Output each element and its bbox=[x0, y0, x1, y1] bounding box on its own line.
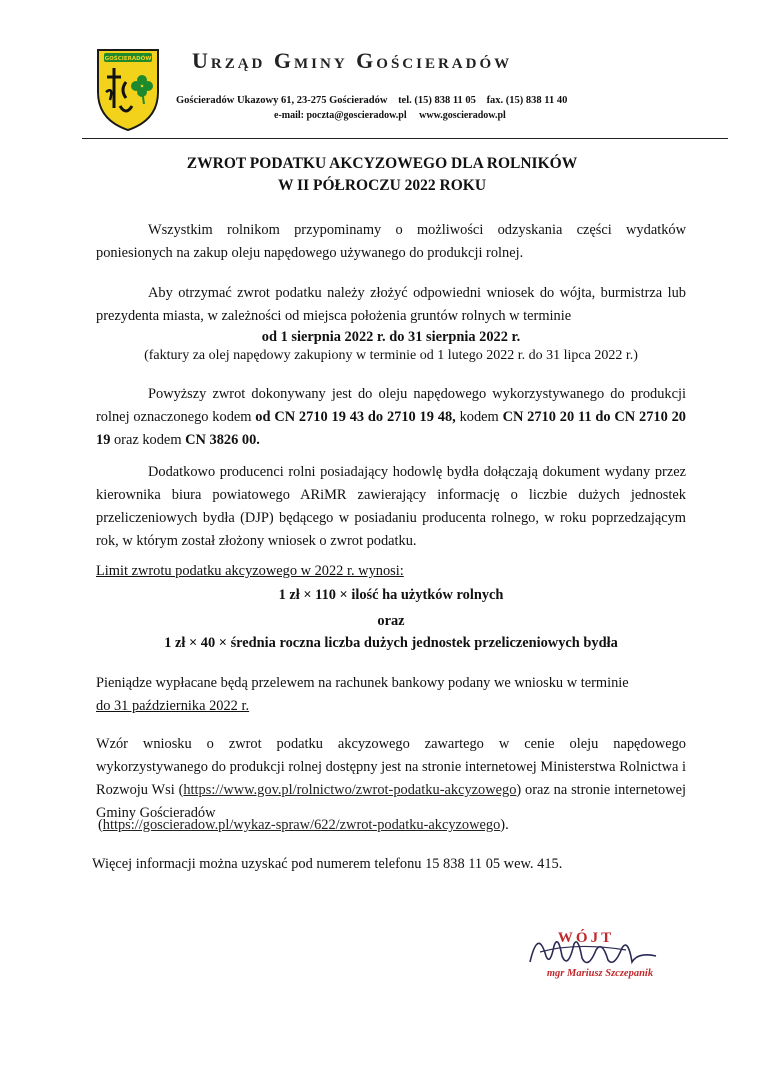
application-paragraph: Aby otrzymać zwrot podatku należy złożyć odpowiedni wniosek do wójta, burmistrza lub prezydenta miasta, w zależności od miejsca położenia gruntów rolnych w terminie bbox=[96, 285, 686, 324]
limit-heading: Limit zwrotu podatku akcyzowego w 2022 r. wynosi: bbox=[96, 563, 404, 579]
office-website: www.goscieradow.pl bbox=[419, 110, 506, 121]
payment-paragraph bbox=[96, 672, 686, 718]
header-divider bbox=[82, 138, 728, 139]
form-text-1: Wzór wniosku o zwrot podatku akcyzowego zawartego w cenie oleju napędowego wykorzystywanego do produkcji rolnej dostępny jest na stronie internetowej Ministerstwa Rolnictwa i Rozwoju Wsi ( bbox=[96, 736, 686, 798]
office-address-line bbox=[176, 95, 575, 106]
invoice-note: (faktury za olej napędowy zakupiony w terminie od 1 lutego 2022 r. do 31 lipca 2022 r.) bbox=[144, 348, 638, 363]
ministry-link[interactable]: https://www.gov.pl/rolnictwo/zwrot-podatku-akcyzowego bbox=[183, 782, 517, 798]
gmina-link[interactable]: https://goscieradow.pl/wykaz-spraw/622/zwrot-podatku-akcyzowego bbox=[102, 817, 501, 833]
document-title-line-1: ZWROT PODATKU AKCYZOWEGO DLA ROLNIKÓW bbox=[186, 155, 578, 172]
limit-formula-1: 1 zł × 110 × ilość ha użytków rolnych bbox=[278, 587, 504, 603]
fuel-codes-text-3: oraz kodem bbox=[110, 432, 186, 448]
crest-label: GOŚCIERADÓW bbox=[104, 56, 152, 62]
form-paragraph bbox=[96, 733, 686, 825]
fuel-codes-paragraph bbox=[96, 383, 686, 452]
payment-text: Pieniądze wypłacane będą przelewem na rachunek bankowy podany we wniosku w terminie bbox=[96, 675, 629, 691]
gmina-link-open: ( bbox=[98, 817, 103, 833]
document-title-line-2: W II PÓŁROCZU 2022 ROKU bbox=[277, 177, 487, 194]
limit-oraz: oraz bbox=[377, 613, 405, 629]
fuel-codes-range-2: CN 2710 20 11 do CN 2710 20 19 bbox=[96, 409, 686, 448]
office-address: Gościeradów Ukazowy 61, 23-275 Gościeradów bbox=[176, 95, 388, 106]
office-email: e-mail: poczta@goscieradow.pl bbox=[274, 110, 407, 121]
limit-section bbox=[96, 560, 686, 583]
office-name: Urząd Gminy Gościeradów bbox=[192, 48, 513, 73]
application-term: od 1 sierpnia 2022 r. do 31 sierpnia 2022 r. bbox=[261, 329, 521, 345]
payment-deadline: do 31 października 2022 r. bbox=[96, 698, 250, 714]
fuel-codes-text-1: Powyższy zwrot dokonywany jest do oleju napędowego wykorzystywanego do produkcji rolnej oznaczonego kodem bbox=[96, 386, 686, 425]
stamp-title: WÓJT bbox=[557, 930, 615, 946]
office-contact-line bbox=[274, 110, 516, 121]
limit-formula-2: 1 zł × 40 × średnia roczna liczba dużych jednostek przeliczeniowych bydła bbox=[164, 635, 618, 651]
office-fax: fax. (15) 838 11 40 bbox=[486, 95, 568, 106]
intro-paragraph: Wszystkim rolnikom przypominamy o możliwości odzyskania części wydatków poniesionych na zakup oleju napędowego używanego do produkcji rolnej. bbox=[96, 222, 686, 261]
fuel-codes-range-1: od CN 2710 19 43 do 2710 19 48, bbox=[255, 409, 456, 425]
gmina-link-line bbox=[98, 814, 688, 837]
cattle-paragraph: Dodatkowo producenci rolni posiadający hodowlę bydła dołączają dokument wydany przez kierownika biura powiatowego ARiMR zawierający informację o liczbie dużych jednostek przeliczeniowych bydła (DJP) będącego w posiadaniu producenta rolnego, w roku poprzedzającym rok, w którym został złożony wniosek o zwrot podatku. bbox=[96, 464, 686, 549]
office-phone: tel. (15) 838 11 05 bbox=[398, 95, 476, 106]
contact-paragraph: Więcej informacji można uzyskać pod numerem telefonu 15 838 11 05 wew. 415. bbox=[92, 856, 563, 872]
stamp-name: mgr Mariusz Szczepanik bbox=[546, 968, 654, 979]
gmina-link-close: ). bbox=[500, 817, 509, 833]
form-text-2: ) oraz na stronie internetowej Gminy Gościeradów bbox=[96, 782, 686, 821]
fuel-codes-range-3: CN 3826 00. bbox=[185, 432, 260, 448]
signature-stamp-icon bbox=[516, 922, 676, 984]
fuel-codes-text-2: kodem bbox=[455, 409, 503, 425]
municipality-crest-icon bbox=[92, 44, 164, 132]
